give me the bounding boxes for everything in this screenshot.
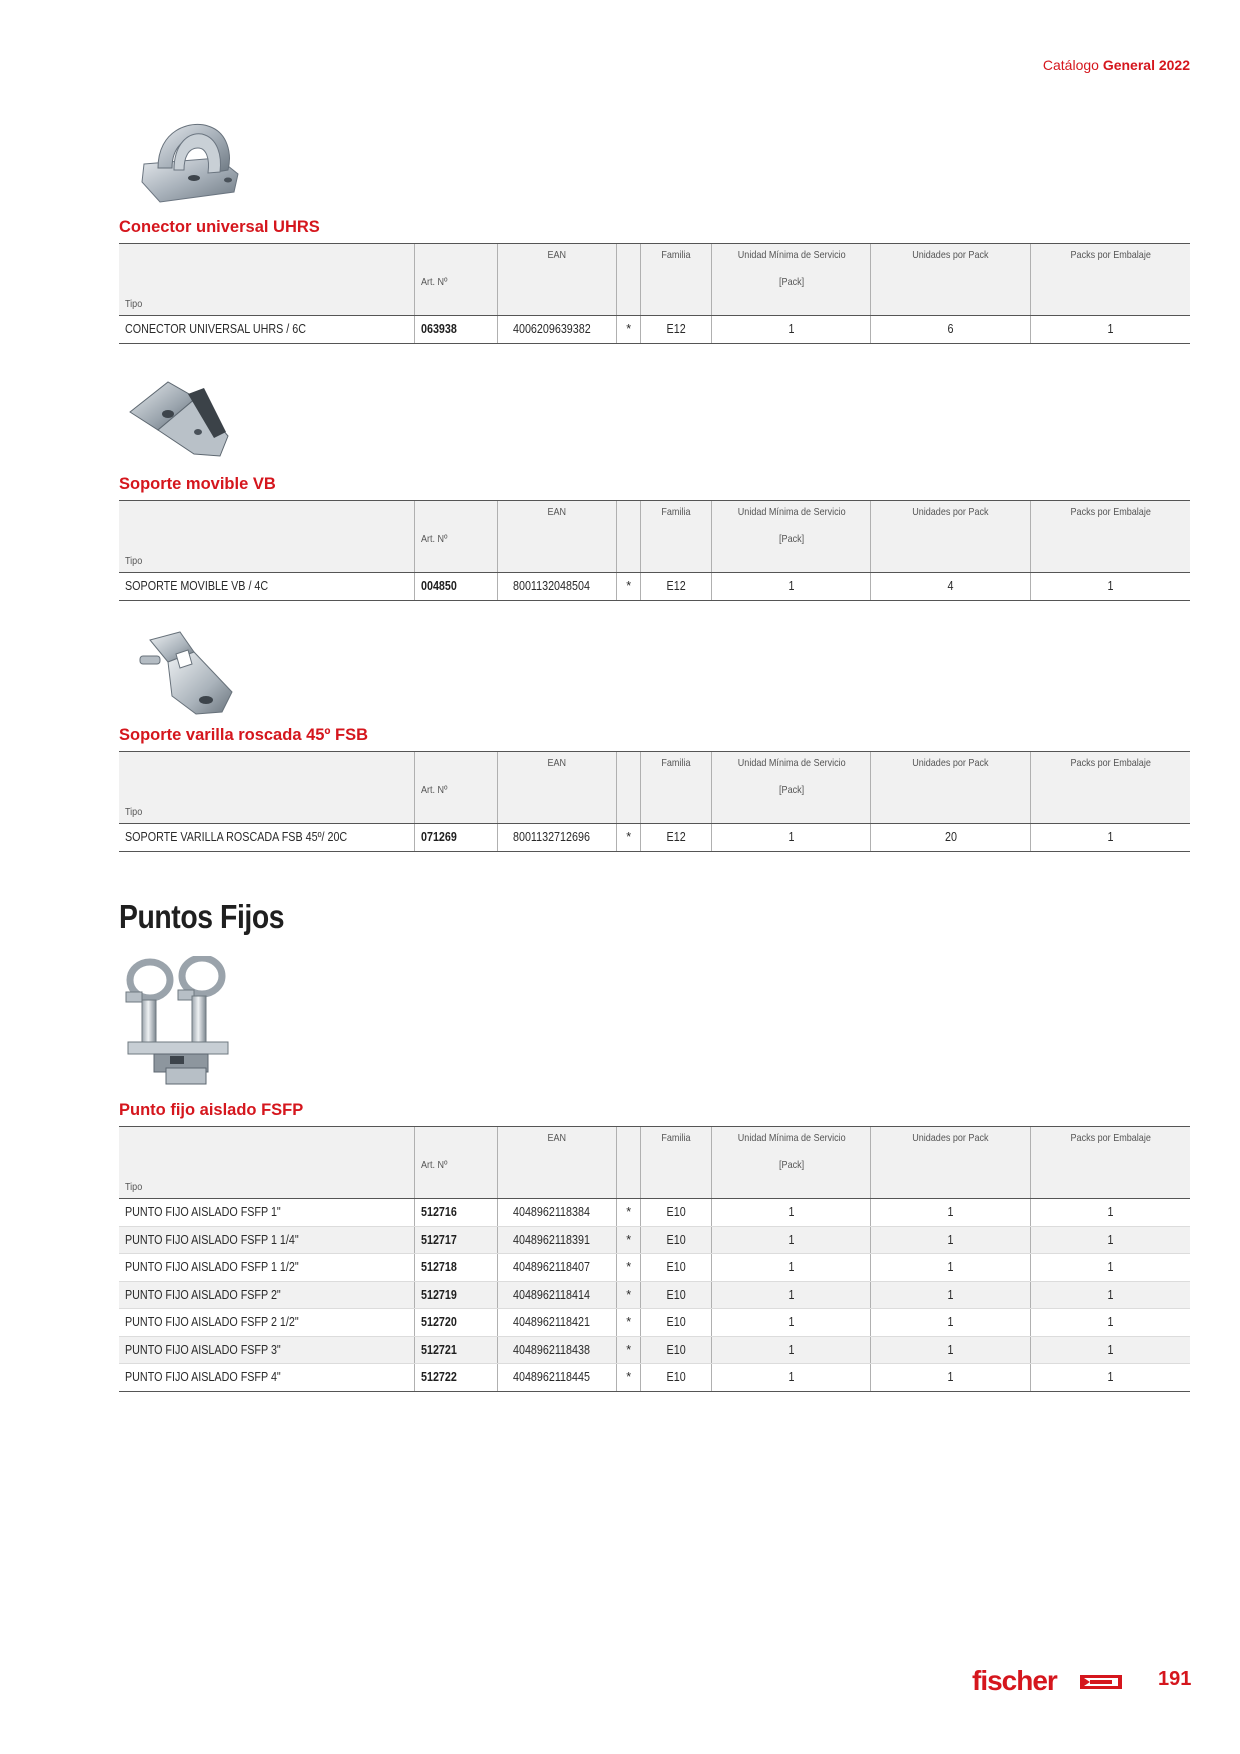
- cell-unidad: 1: [788, 1342, 795, 1357]
- cell-tipo: PUNTO FIJO AISLADO FSFP 1 1/4": [125, 1232, 299, 1247]
- cell-familia: E10: [666, 1370, 686, 1385]
- cell-mark: *: [626, 1232, 632, 1247]
- cell-unidades-pack: 1: [947, 1260, 954, 1275]
- table-header-row: [119, 1154, 1190, 1176]
- col-unidades-pack: Unidades por Pack: [912, 757, 989, 769]
- cell-art: 512717: [421, 1232, 458, 1247]
- cell-familia: E12: [666, 579, 686, 594]
- cell-ean: 8001132048504: [513, 579, 590, 594]
- universal-connector-image: [138, 118, 248, 210]
- cell-mark: *: [626, 1287, 632, 1302]
- table-header-row: [119, 550, 1190, 573]
- cell-unidades-pack: 6: [947, 322, 954, 337]
- cell-unidades-pack: 1: [947, 1287, 954, 1302]
- col-packs-embalaje: Packs por Embalaje: [1070, 757, 1151, 769]
- table-header-row: [119, 752, 1190, 780]
- col-tipo: Tipo: [125, 1181, 143, 1193]
- col-unidades-pack: Unidades por Pack: [912, 249, 989, 261]
- cell-unidad: 1: [788, 1287, 795, 1302]
- table-header-row: [119, 501, 1190, 529]
- product-title-vb: Soporte movible VB: [119, 475, 276, 493]
- table-header-row: [119, 1127, 1190, 1155]
- cell-packs: 1: [1107, 1232, 1114, 1247]
- table-header-row: [119, 801, 1190, 824]
- col-ean: EAN: [547, 757, 567, 769]
- table-row: [119, 1309, 1190, 1337]
- page-number: 191: [1158, 1668, 1192, 1690]
- col-packs-embalaje: Packs por Embalaje: [1070, 249, 1151, 261]
- col-art: Art. Nº: [421, 533, 448, 545]
- cell-familia: E10: [666, 1287, 686, 1302]
- table-header-row: [119, 1176, 1190, 1199]
- table-fsfp: [119, 1126, 1190, 1392]
- cell-art: 512722: [421, 1370, 458, 1385]
- cell-mark: *: [626, 1315, 632, 1330]
- cell-mark: *: [626, 579, 632, 594]
- product-title-fsfp: Punto fijo aislado FSFP: [119, 1101, 304, 1119]
- cell-art: 512721: [421, 1342, 458, 1357]
- col-tipo: Tipo: [125, 555, 143, 567]
- cell-familia: E10: [666, 1232, 686, 1247]
- cell-unidad: 1: [788, 579, 795, 594]
- col-unidades-pack: Unidades por Pack: [912, 506, 989, 518]
- table-header-row: [119, 271, 1190, 293]
- col-tipo: Tipo: [125, 298, 143, 310]
- table-row: [119, 1254, 1190, 1282]
- section-title-puntos-fijos: Puntos Fijos: [119, 898, 285, 935]
- threaded-rod-bracket-image: [136, 630, 242, 720]
- col-packs-embalaje: Packs por Embalaje: [1070, 1132, 1151, 1144]
- cell-mark: *: [626, 1342, 632, 1357]
- cell-ean: 4048962118391: [513, 1232, 590, 1247]
- brand-wordmark: fischer: [972, 1666, 1057, 1696]
- col-tipo: Tipo: [125, 806, 143, 818]
- col-unidad: Unidad Mínima de Servicio: [737, 757, 846, 769]
- cell-mark: *: [626, 1370, 632, 1385]
- cell-packs: 1: [1107, 1205, 1114, 1220]
- cell-art: 071269: [421, 830, 458, 845]
- col-art: Art. Nº: [421, 276, 448, 288]
- cell-tipo: PUNTO FIJO AISLADO FSFP 4": [125, 1370, 281, 1385]
- cell-ean: 4048962118445: [513, 1370, 590, 1385]
- cell-packs: 1: [1107, 1315, 1114, 1330]
- cell-tipo: SOPORTE MOVIBLE VB / 4C: [125, 579, 269, 594]
- table-header-row: [119, 244, 1190, 272]
- col-familia: Familia: [661, 757, 691, 769]
- cell-unidad: 1: [788, 1260, 795, 1275]
- table-row: [119, 316, 1190, 344]
- cell-art: 512720: [421, 1315, 458, 1330]
- cell-mark: *: [626, 1205, 632, 1220]
- cell-tipo: PUNTO FIJO AISLADO FSFP 2": [125, 1287, 281, 1302]
- table-header-row: [119, 779, 1190, 801]
- col-familia: Familia: [661, 506, 691, 518]
- col-ean: EAN: [547, 1132, 567, 1144]
- cell-tipo: PUNTO FIJO AISLADO FSFP 2 1/2": [125, 1315, 299, 1330]
- cell-ean: 4048962118421: [513, 1315, 590, 1330]
- col-ean: EAN: [547, 506, 567, 518]
- catalog-header: [1043, 57, 1190, 73]
- col-packs-embalaje: Packs por Embalaje: [1070, 506, 1151, 518]
- cell-packs: 1: [1107, 1342, 1114, 1357]
- cell-familia: E10: [666, 1260, 686, 1275]
- cell-tipo: SOPORTE VARILLA ROSCADA FSB 45º/ 20C: [125, 830, 348, 845]
- product-title-uhrs: Conector universal UHRS: [119, 218, 320, 236]
- cell-unidades-pack: 1: [947, 1342, 954, 1357]
- col-art: Art. Nº: [421, 784, 448, 796]
- cell-ean: 4048962118438: [513, 1342, 590, 1357]
- table-uhrs: [119, 243, 1190, 344]
- table-fsb: [119, 751, 1190, 852]
- col-unidad-pack: [Pack]: [778, 1159, 804, 1171]
- cell-tipo: PUNTO FIJO AISLADO FSFP 3": [125, 1342, 281, 1357]
- cell-art: 063938: [421, 322, 458, 337]
- cell-unidad: 1: [788, 1315, 795, 1330]
- cell-mark: *: [626, 1260, 632, 1275]
- cell-art: 512718: [421, 1260, 458, 1275]
- movable-bracket-image: [128, 374, 238, 464]
- cell-tipo: CONECTOR UNIVERSAL UHRS / 6C: [125, 322, 307, 337]
- fixed-point-clamp-image: [118, 956, 244, 1088]
- table-row: [119, 824, 1190, 852]
- cell-unidad: 1: [788, 1370, 795, 1385]
- cell-unidades-pack: 1: [947, 1205, 954, 1220]
- col-unidades-pack: Unidades por Pack: [912, 1132, 989, 1144]
- cell-ean: 4006209639382: [513, 322, 591, 337]
- table-row: [119, 1226, 1190, 1254]
- cell-packs: 1: [1107, 1287, 1114, 1302]
- cell-packs: 1: [1107, 830, 1114, 845]
- cell-ean: 4048962118414: [513, 1287, 590, 1302]
- cell-unidades-pack: 4: [947, 579, 954, 594]
- table-header-row: [119, 528, 1190, 550]
- cell-tipo: PUNTO FIJO AISLADO FSFP 1 1/2": [125, 1260, 299, 1275]
- col-unidad: Unidad Mínima de Servicio: [737, 1132, 846, 1144]
- cell-packs: 1: [1107, 1370, 1114, 1385]
- cell-packs: 1: [1107, 322, 1114, 337]
- cell-familia: E12: [666, 322, 686, 337]
- col-unidad-pack: [Pack]: [778, 276, 804, 288]
- header-emphasis: General 2022: [1102, 57, 1190, 73]
- table-row: [119, 1281, 1190, 1309]
- fischer-logo: [972, 1666, 1134, 1696]
- cell-ean: 4048962118407: [513, 1260, 590, 1275]
- cell-art: 512719: [421, 1287, 458, 1302]
- header-prefix: Catálogo: [1042, 57, 1103, 73]
- col-unidad: Unidad Mínima de Servicio: [737, 249, 846, 261]
- product-title-fsb: Soporte varilla roscada 45º FSB: [119, 726, 369, 744]
- cell-tipo: PUNTO FIJO AISLADO FSFP 1": [125, 1205, 281, 1220]
- col-unidad-pack: [Pack]: [778, 784, 804, 796]
- cell-unidades-pack: 1: [947, 1232, 954, 1247]
- col-ean: EAN: [547, 249, 567, 261]
- cell-ean: 8001132712696: [513, 830, 590, 845]
- cell-art: 512716: [421, 1205, 458, 1220]
- col-familia: Familia: [661, 1132, 691, 1144]
- cell-familia: E10: [666, 1342, 686, 1357]
- col-unidad: Unidad Mínima de Servicio: [737, 506, 846, 518]
- table-row: [119, 1336, 1190, 1364]
- cell-packs: 1: [1107, 579, 1114, 594]
- cell-unidades-pack: 20: [944, 830, 957, 845]
- col-art: Art. Nº: [421, 1159, 448, 1171]
- cell-familia: E10: [666, 1205, 686, 1220]
- table-header-row: [119, 293, 1190, 316]
- col-familia: Familia: [661, 249, 691, 261]
- cell-unidad: 1: [788, 1205, 795, 1220]
- cell-familia: E10: [666, 1315, 686, 1330]
- table-row: [119, 573, 1190, 601]
- cell-unidad: 1: [788, 830, 795, 845]
- cell-unidad: 1: [788, 322, 795, 337]
- cell-art: 004850: [421, 579, 458, 594]
- cell-ean: 4048962118384: [513, 1205, 590, 1220]
- cell-unidades-pack: 1: [947, 1370, 954, 1385]
- table-row: [119, 1364, 1190, 1392]
- cell-mark: *: [626, 322, 632, 337]
- cell-unidades-pack: 1: [947, 1315, 954, 1330]
- table-vb: [119, 500, 1190, 601]
- cell-packs: 1: [1107, 1260, 1114, 1275]
- cell-unidad: 1: [788, 1232, 795, 1247]
- cell-mark: *: [626, 830, 632, 845]
- col-unidad-pack: [Pack]: [778, 533, 804, 545]
- table-row: [119, 1199, 1190, 1227]
- cell-familia: E12: [666, 830, 686, 845]
